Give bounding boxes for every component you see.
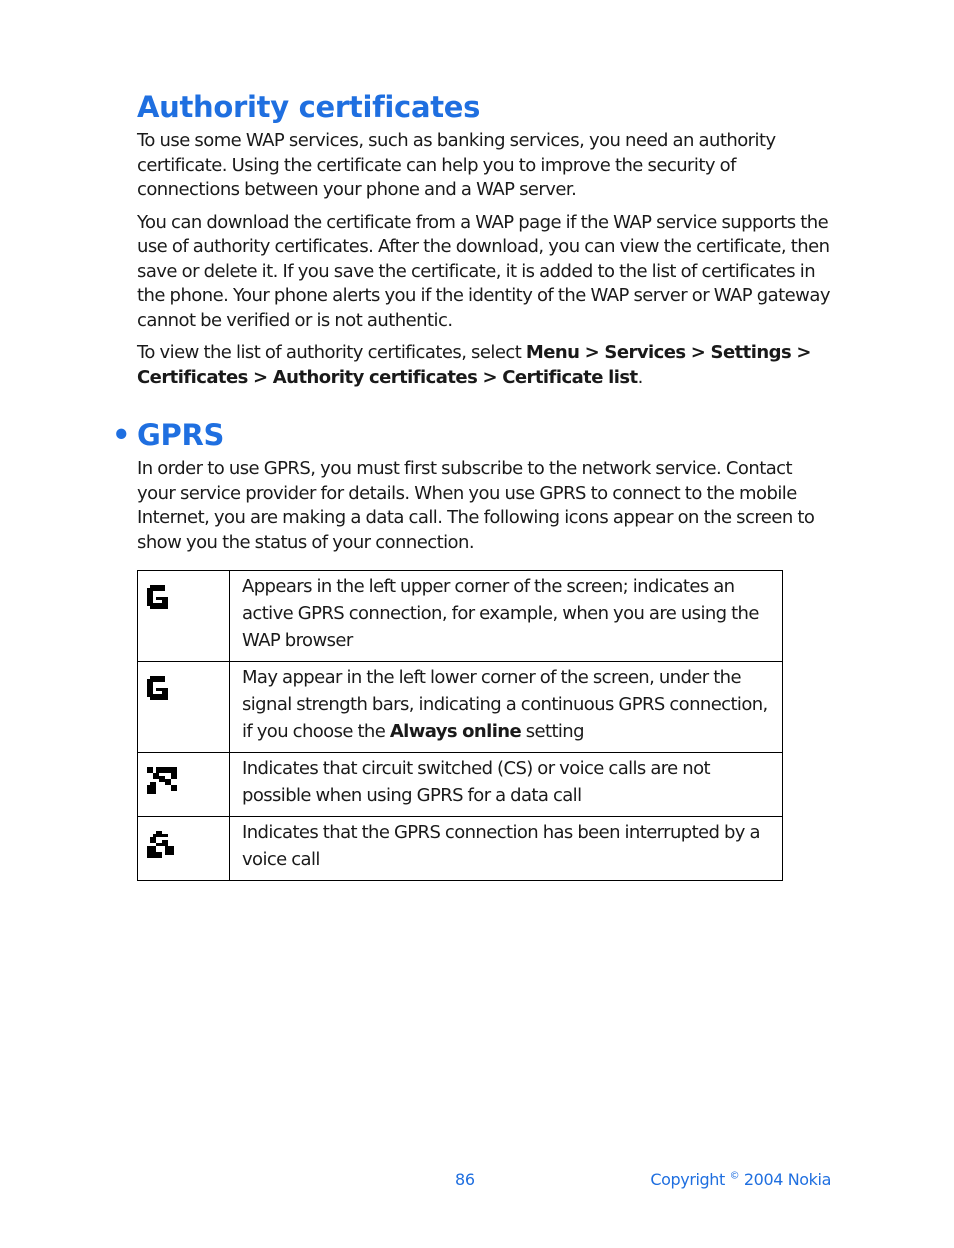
menu-path-separator: > [791, 342, 811, 363]
table-description-cell: Indicates that the GPRS connection has been interrupted by a voice call [230, 817, 783, 881]
menu-path-separator: > [247, 366, 273, 388]
gprs-online-icon [147, 676, 168, 700]
description-text: setting [521, 721, 584, 742]
menu-path-end: . [637, 366, 643, 388]
table-description-cell [230, 662, 783, 753]
section-title-gprs [112, 416, 833, 454]
setting-name: Always online [389, 721, 522, 742]
menu-path-item: Services [604, 342, 686, 363]
description-text: May appear in the left lower corner of the screen, under the signal strength bars, indicating a continuous GPRS connection, if you choose the [242, 667, 768, 742]
copyright-year-company: 2004 Nokia [743, 1170, 831, 1189]
copyright-word: Copyright [650, 1170, 725, 1189]
gprs-suspended-icon [147, 831, 174, 858]
gprs-active-icon [147, 585, 168, 609]
table-row [138, 571, 783, 662]
menu-path-item: Authority certificates [272, 366, 478, 388]
section-title-authority-certificates: Authority certificates [137, 90, 481, 124]
menu-path-separator: > [477, 366, 503, 388]
menu-path-intro: To view the list of authority certificates, select [137, 342, 526, 363]
menu-path-item: Certificates [137, 366, 248, 388]
menu-path-item: Settings [710, 342, 792, 363]
page-content [112, 88, 833, 881]
table-icon-cell [138, 571, 230, 662]
paragraph-authority-intro: To use some WAP services, such as banking services, you need an authority certificate. Using the certificate can help you to improve the security of connections between your phone and a WAP server. [137, 130, 776, 200]
table-row [138, 753, 783, 817]
table-icon-cell [138, 662, 230, 753]
table-row [138, 662, 783, 753]
table-description-cell: Appears in the left upper corner of the screen; indicates an active GPRS connection, for example, when you are using the WAP browser [230, 571, 783, 662]
gprs-cs-unavailable-icon [147, 767, 177, 794]
menu-path-item: Menu [525, 342, 580, 363]
table-icon-cell [138, 817, 230, 881]
paragraph-authority-download: You can download the certificate from a WAP page if the WAP service supports the use of authority certificates. After the download, you can view the certificate, then save or delete it. If you save the certificate, it is added to the list of certificates in the phone. Your phone alerts you if the identity of the WAP server or WAP gateway cannot be verified or is not authentic. [137, 211, 830, 331]
copyright-notice [650, 1170, 831, 1189]
menu-path-item: Certificate list [502, 366, 638, 388]
table-icon-cell [138, 753, 230, 817]
table-row [138, 817, 783, 881]
menu-path-separator: > [579, 342, 605, 363]
page-number: 86 [455, 1170, 475, 1189]
section-title-gprs-text: GPRS [137, 418, 225, 452]
paragraph-gprs-intro: In order to use GPRS, you must first subscribe to the network service. Contact your service provider for details. When you use GPRS to connect to the mobile Internet, you are making a data call. The following icons appear on the screen to show you the status of your connection. [137, 458, 815, 553]
gprs-icons-table [137, 570, 783, 881]
menu-path-separator: > [685, 342, 711, 363]
bullet-icon: • [112, 418, 131, 452]
copyright-symbol: © [729, 1170, 740, 1182]
paragraph-authority-menu-path [137, 341, 833, 390]
table-description-cell: Indicates that circuit switched (CS) or voice calls are not possible when using GPRS for a data call [230, 753, 783, 817]
